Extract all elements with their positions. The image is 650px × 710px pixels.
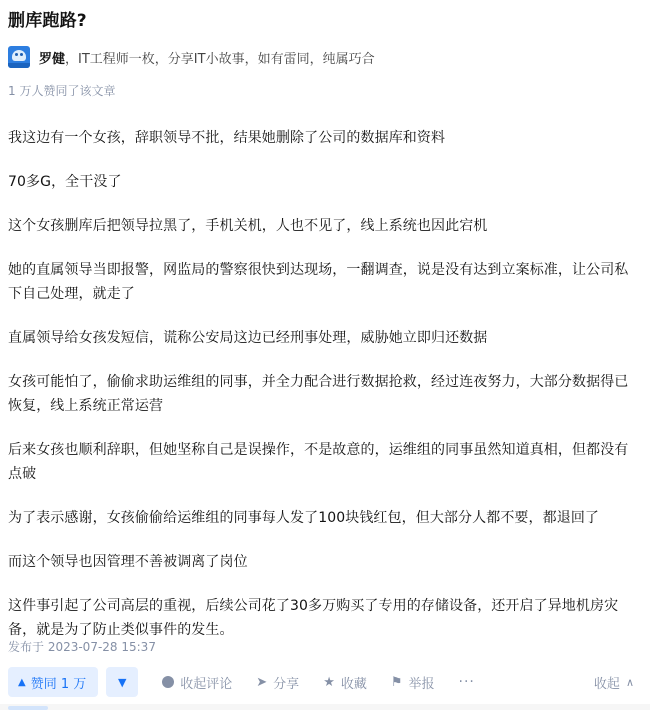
vote-up-button[interactable] [8,667,98,697]
triangle-down-icon: ▼ [118,675,127,689]
robot-avatar-icon [12,50,26,61]
chevron-up-icon: ∧ [625,675,634,689]
next-item-strip [0,704,650,710]
favorite-label: 收藏 [340,676,367,692]
share-button[interactable] [256,673,299,692]
vote-up-label: 赞同 1 万 [30,676,87,692]
comment-bubble-icon [162,676,174,688]
article-title[interactable]: 删库跑路? [8,11,87,31]
paragraph: 这件事引起了公司高层的重视，后续公司花了30多万购买了专用的存储设备，还开启了异地机房灾备，就是为了防止类似事件的发生。 [8,598,619,638]
report-button[interactable] [391,673,435,692]
paragraph: 而这个领导也因管理不善被调离了岗位 [8,554,248,570]
action-bar [8,666,642,698]
triangle-up-icon: ▲ [18,676,26,688]
favorite-button[interactable] [323,673,367,692]
author-avatar[interactable] [8,46,30,68]
comment-label: 收起评论 [180,676,233,692]
paragraph: 70多G，全干没了 [8,174,122,190]
share-icon: ➤ [256,674,268,690]
collapse-button[interactable] [594,673,634,692]
collapse-label: 收起 [593,676,620,692]
author-headline: ，IT工程师一枚，分享IT小故事，如有雷同，纯属巧合 [65,51,375,67]
author-info [8,44,375,70]
author-name[interactable]: 罗健 [39,51,66,67]
vote-down-button[interactable] [106,667,138,697]
paragraph: 女孩可能怕了，偷偷求助运维组的同事，并全力配合进行数据抢救，经过连夜努力，大部分数据得已恢复，线上系统正常运营 [8,374,629,414]
share-label: 分享 [273,676,300,692]
star-icon: ★ [323,674,335,690]
article-content [8,126,630,662]
votes-summary[interactable]: 1 万人赞同了该文章 [8,84,116,98]
more-options-button[interactable]: ··· [458,674,475,690]
paragraph: 直属领导给女孩发短信，谎称公安局这边已经刑事处理，威胁她立即归还数据 [8,330,488,346]
report-label: 举报 [408,676,435,692]
paragraph: 这个女孩删库后把领导拉黑了，手机关机，人也不见了，线上系统也因此宕机 [8,218,488,234]
flag-icon: ⚑ [390,674,403,690]
paragraph: 我这边有一个女孩，辞职领导不批，结果她删除了公司的数据库和资料 [8,130,446,146]
paragraph: 后来女孩也顺利辞职，但她坚称自己是误操作，不是故意的，运维组的同事虽然知道真相，但都没有点破 [8,442,629,482]
comment-toggle-button[interactable] [162,673,232,692]
paragraph: 她的直属领导当即报警，网监局的警察很快到达现场，一翻调查，说是没有达到立案标准，让公司私下自己处理，就走了 [8,262,629,302]
paragraph: 为了表示感谢，女孩偷偷给运维组的同事每人发了100块钱红包，但大部分人都不要，都退回了 [8,510,600,526]
next-item-indicator [8,706,48,710]
article [8,0,642,710]
publish-time: 发布于 2023-07-28 15:37 [8,640,156,654]
